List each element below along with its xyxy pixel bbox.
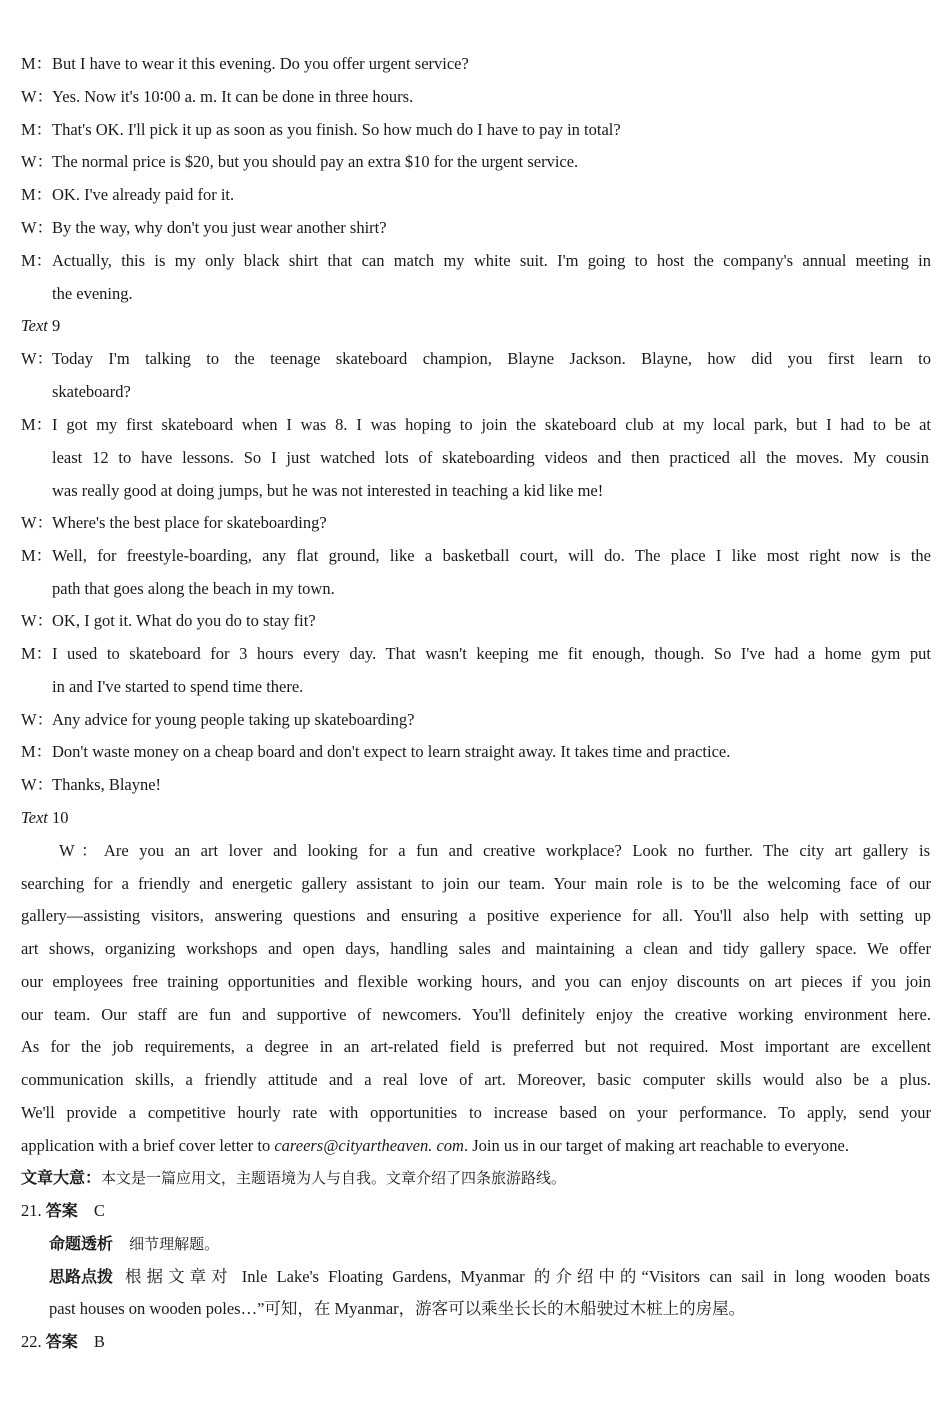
- dialog-text: The normal price is $20, but you should pay an extra $10 for the urgent service.: [52, 152, 579, 171]
- speaker: W：: [21, 611, 54, 630]
- speaker: M：: [21, 251, 53, 270]
- summary-label: 文章大意：: [21, 1168, 102, 1187]
- dialog-text: Yes. Now it's 10∶00 a. m. It can be done in three hours.: [52, 87, 414, 106]
- speaker: M：: [21, 742, 53, 761]
- speaker: M：: [21, 120, 53, 139]
- speaker: M：: [21, 185, 53, 204]
- dialog-text: OK, I got it. What do you do to stay fit?: [52, 611, 316, 630]
- type-label: 命题透析: [49, 1234, 114, 1253]
- dialog-line: [21, 710, 931, 730]
- idea-text: 根据文章对 Inle Lake's Floating Gardens, Myanmar 的介绍中的“Visitors can sail in long wooden boats: [125, 1267, 930, 1286]
- speaker: M：: [21, 54, 53, 73]
- question-number: 21.: [21, 1201, 42, 1220]
- idea-label: 思路点拨: [49, 1267, 114, 1286]
- dialog-continuation: in and I've started to spend time there.: [52, 677, 304, 696]
- passage-line: searching for a friendly and energetic gallery assistant to join our team. Your main role is to be the welcoming face of our: [21, 874, 931, 893]
- question-22-answer: [21, 1332, 931, 1352]
- speaker: W：: [21, 513, 54, 532]
- speaker: W：: [21, 218, 54, 237]
- dialog-text: By the way, why don't you just wear another shirt?: [52, 218, 387, 237]
- dialog-line: [21, 415, 931, 435]
- dialog-text: Well, for freestyle-boarding, any flat ground, like a basketball court, will do. The place I like most right now is the: [52, 546, 931, 565]
- passage-line: We'll provide a competitive hourly rate with opportunities to increase based on your performance. To apply, send your: [21, 1103, 931, 1122]
- dialog-text: I used to skateboard for 3 hours every day. That wasn't keeping me fit enough, though. So I've had a home gym put: [52, 644, 931, 663]
- dialog-line: [21, 775, 931, 795]
- question-number: 22.: [21, 1332, 42, 1351]
- dialog-line: [21, 349, 931, 369]
- dialog-text: Where's the best place for skateboarding?: [52, 513, 327, 532]
- passage-line: our team. Our staff are fun and supportive of newcomers. You'll definitely enjoy the creative working environment here.: [21, 1005, 931, 1024]
- speaker: W：: [21, 349, 54, 368]
- section-number: 9: [52, 316, 61, 335]
- passage-text: application with a brief cover letter to: [21, 1136, 275, 1155]
- speaker: M：: [21, 415, 53, 434]
- section-label: Text: [21, 316, 48, 335]
- passage-line: our employees free training opportunities and flexible working hours, and you can enjoy discounts on art pieces if you join: [21, 972, 931, 991]
- speaker: W：: [21, 710, 54, 729]
- speaker: M：: [21, 644, 53, 663]
- email-address: careers@cityartheaven. com: [274, 1136, 464, 1155]
- question-21-answer: [21, 1201, 931, 1221]
- section-heading-text10: [21, 808, 931, 828]
- dialog-line: [21, 120, 931, 140]
- dialog-text: Actually, this is my only black shirt that can match my white suit. I'm going to host the company's annual meeting in: [52, 251, 931, 270]
- section-heading-text9: [21, 316, 931, 336]
- article-summary: [21, 1168, 931, 1188]
- dialog-text: I got my first skateboard when I was 8. I was hoping to join the skateboard club at my local park, but I had to be at: [52, 415, 931, 434]
- question-21-type: [49, 1234, 219, 1254]
- answer-value: C: [93, 1201, 105, 1220]
- passage-line: gallery—assisting visitors, answering questions and ensuring a positive experience for all. You'll also help with setting up: [21, 906, 931, 925]
- answer-value: B: [93, 1332, 105, 1351]
- dialog-continuation: least 12 to have lessons. So I just watched lots of skateboarding videos and then practiced all the moves. My cousin: [52, 448, 929, 467]
- dialog-line: [21, 251, 931, 271]
- question-21-idea: [49, 1267, 930, 1287]
- dialog-line: [21, 611, 931, 631]
- summary-text: 本文是一篇应用文，主题语境为人与自我。文章介绍了四条旅游路线。: [101, 1169, 567, 1187]
- section-number: 10: [52, 808, 69, 827]
- passage-line: W：Are you an art lover and looking for a fun and creative workplace? Look no further. The city art gallery is: [59, 841, 930, 860]
- idea-text-continuation: past houses on wooden poles…”可知，在 Myanmar，游客可以乘坐长长的木船驶过木桩上的房屋。: [49, 1299, 746, 1318]
- passage-line-last: [21, 1136, 931, 1156]
- dialog-text: That's OK. I'll pick it up as soon as you finish. So how much do I have to pay in total?: [52, 120, 621, 139]
- dialog-line: [21, 54, 931, 74]
- speaker: W：: [21, 152, 54, 171]
- dialog-text: Thanks, Blayne!: [52, 775, 162, 794]
- passage-text: . Join us in our target of making art reachable to everyone.: [463, 1136, 849, 1155]
- dialog-line: [21, 185, 931, 205]
- answer-label: 答案: [45, 1332, 78, 1351]
- dialog-line: [21, 513, 931, 533]
- passage-line: art shows, organizing workshops and open days, handling sales and maintaining a clean and tidy gallery space. We offer: [21, 939, 931, 958]
- dialog-text: Today I'm talking to the teenage skateboard champion, Blayne Jackson. Blayne, how did you first learn to: [52, 349, 931, 368]
- dialog-line: [21, 87, 931, 107]
- section-label: Text: [21, 808, 48, 827]
- speaker: M：: [21, 546, 53, 565]
- dialog-line: [21, 644, 931, 664]
- dialog-continuation: the evening.: [52, 284, 133, 303]
- speaker: W：: [21, 87, 54, 106]
- dialog-text: Any advice for young people taking up skateboarding?: [52, 710, 415, 729]
- dialog-text: But I have to wear it this evening. Do you offer urgent service?: [52, 54, 469, 73]
- dialog-line: [21, 546, 931, 566]
- passage-line: communication skills, a friendly attitude and a real love of art. Moreover, basic computer skills would also be a plus.: [21, 1070, 931, 1089]
- dialog-continuation: skateboard?: [52, 382, 131, 401]
- speaker: W：: [21, 775, 54, 794]
- dialog-continuation: was really good at doing jumps, but he was not interested in teaching a kid like me!: [52, 481, 604, 500]
- dialog-continuation: path that goes along the beach in my town.: [52, 579, 335, 598]
- type-text: 细节理解题。: [129, 1235, 220, 1253]
- dialog-line: [21, 742, 931, 762]
- dialog-text: Don't waste money on a cheap board and don't expect to learn straight away. It takes time and practice.: [52, 742, 731, 761]
- answer-label: 答案: [45, 1201, 78, 1220]
- passage-line: As for the job requirements, a degree in an art-related field is preferred but not required. Most important are excellent: [21, 1037, 931, 1056]
- dialog-line: [21, 152, 931, 172]
- dialog-line: [21, 218, 931, 238]
- dialog-text: OK. I've already paid for it.: [52, 185, 235, 204]
